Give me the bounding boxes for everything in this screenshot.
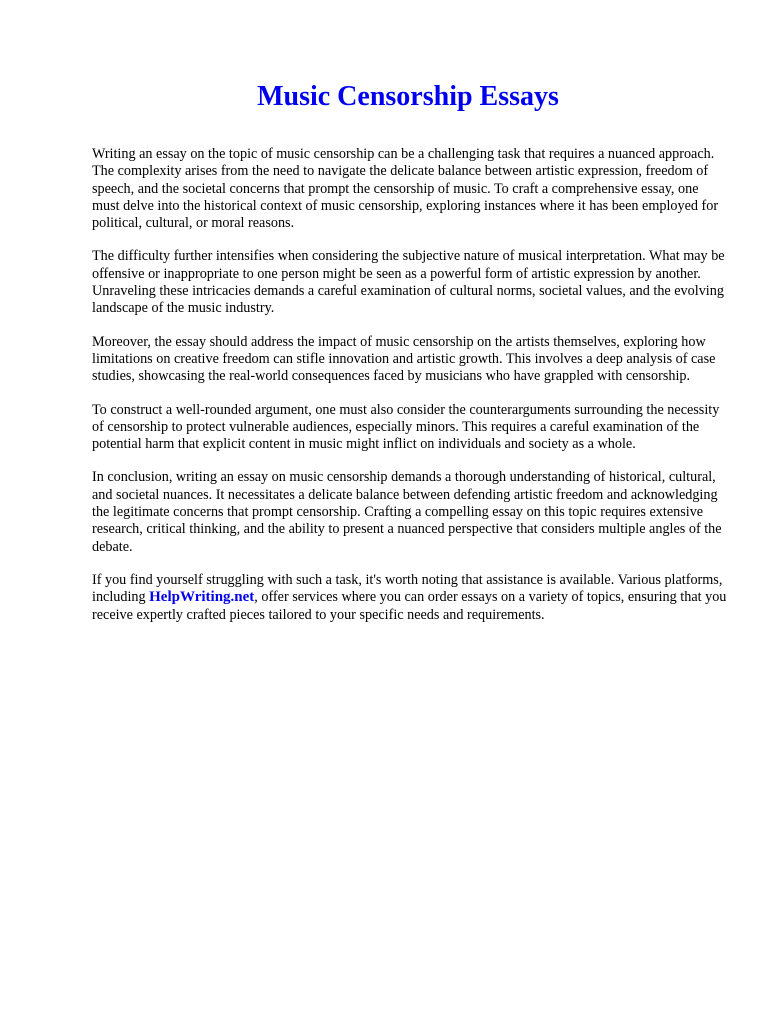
paragraph-5: In conclusion, writing an essay on music censorship demands a thorough understanding of historical, cultural, and societal nuances. It necessitates a delicate balance between defending artistic freedom and acknowledging the legitimate concerns that prompt censorship. Crafting a compelling essay on this topic requires extensive research, critical thinking, and the ability to present a nuanced perspective that considers multiple angles of the debate. [92, 469, 722, 555]
paragraph-1: Writing an essay on the topic of music censorship can be a challenging task that requires a nuanced approach. The complexity arises from the need to navigate the delicate balance between artistic expression, freedom of speech, and the societal concerns that prompt the censorship of music. To craft a comprehensive essay, one must delve into the historical context of music censorship, exploring instances where it has been employed for political, cultural, or moral reasons. [92, 146, 719, 232]
paragraph-3: Moreover, the essay should address the impact of music censorship on the artists themselves, exploring how limitations on creative freedom can stifle innovation and artistic growth. This involves a deep analysis of case studies, showcasing the real-world consequences faced by musicians who have grappled with censorship. [92, 333, 716, 385]
paragraph-4: To construct a well-rounded argument, one must also consider the counterarguments surrounding the necessity of censorship to protect vulnerable audiences, especially minors. This requires a careful examination of the potential harm that explicit content in music might inflict on individuals and society as a whole. [92, 401, 720, 453]
paragraph-6-before-link: If you find yourself struggling with such a task, it's worth noting that assistance is available. Various platforms, including [92, 571, 723, 606]
helpwriting-link[interactable]: HelpWriting.net [149, 589, 255, 606]
essay-body [92, 146, 728, 640]
paragraph-2: The difficulty further intensifies when considering the subjective nature of musical interpretation. What may be offensive or inappropriate to one person might be seen as a powerful form of artistic expression by another. Unraveling these intricacies demands a careful examination of cultural norms, societal values, and the evolving landscape of the music industry. [92, 248, 725, 317]
paragraph-6-after-link: , offer services where you can order essays on a variety of topics, ensuring that you receive expertly crafted pieces tailored to your specific needs and requirements. [92, 589, 727, 623]
page-title: Music Censorship Essays [257, 81, 559, 112]
paragraph-6 [92, 572, 728, 624]
